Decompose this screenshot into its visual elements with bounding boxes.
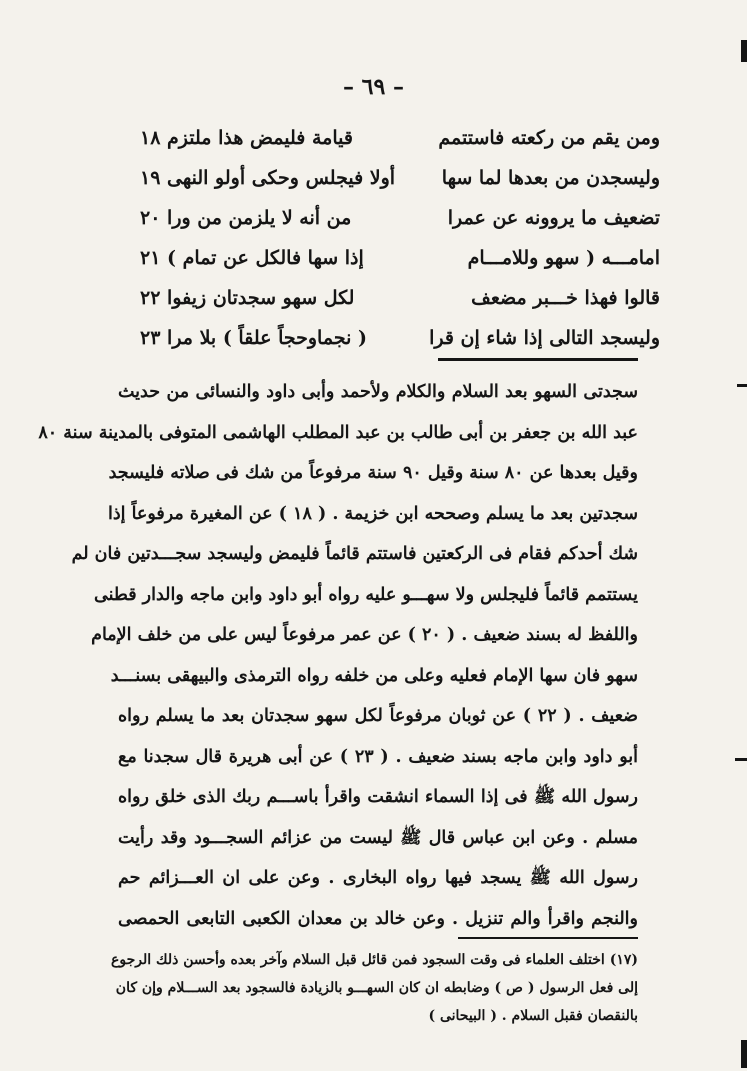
page-number: – ٦٩ – [343,74,404,100]
verse-commentary-divider [438,358,638,361]
commentary-line: أبو داود وابن ماجه بسند ضعيف . ( ٢٣ ) عن أبى هريرة قال سجدنا مع [118,746,638,767]
verse-first-hemistich: امامـــه ( سهو وللامـــام [467,247,660,269]
scan-margin-mark [735,758,747,761]
verse-second-hemistich: من أنه لا يلزمن من ورا ٢٠ [140,207,352,229]
verse-first-hemistich: ومن يقم من ركعته فاستتمم [438,127,660,149]
verse-second-hemistich: إذا سها فالكل عن تمام ) ٢١ [140,247,364,269]
commentary-line: رسول الله ﷺ فى إذا السماء انشقت واقرأ باســـم ربك الذى خلق رواه [118,787,638,807]
verse-second-hemistich: قيامة فليمض هذا ملتزم ١٨ [140,127,353,149]
footnote-line: بالنقصان فقبل السلام . ( البيحانى ) [428,1008,638,1024]
poem-verses [140,118,660,358]
commentary-line: واللفظ له بسند ضعيف . ( ٢٠ ) عن عمر مرفوعاً ليس على من خلف الإمام [91,625,638,645]
scan-edge-shadow [741,1040,747,1068]
commentary-line: رسول الله ﷺ يسجد فيها رواه البخارى . وعن على ان العـــزائم حم [118,868,638,888]
verse-second-hemistich: لكل سهو سجدتان زيفوا ٢٢ [140,287,355,309]
commentary-line: ضعيف . ( ٢٢ ) عن ثوبان مرفوعاً لكل سهو سجدتان بعد ما يسلم رواه [118,706,638,726]
commentary-line: والنجم واقرأ والم تنزيل . وعن خالد بن معدان الكعبى التابعى الحمصى [118,908,638,929]
commentary-line: وقيل بعدها عن ٨٠ سنة وقيل ٩٠ سنة مرفوعاً من شك فى صلاته فليسجد [108,463,638,483]
footnote-divider [458,937,638,939]
commentary-text [38,372,638,939]
footnote-line: (١٧) اختلف العلماء فى وقت السجود فمن قائل قبل السلام وآخر بعده وأحسن ذلك الرجوع [111,952,638,968]
verse-first-hemistich: قالوا فهذا خـــبر مضعف [471,287,660,309]
commentary-line: سجدتى السهو بعد السلام والكلام ولأحمد وأبى داود والنسائى من حديث [118,382,638,402]
scan-edge-shadow [741,40,747,62]
verse-second-hemistich: ( نجماوحجاً علقاً ) بلا مرا ٢٣ [140,327,367,349]
verse-first-hemistich: وليسجدن من بعدها لما سها [441,167,660,189]
footnote-line: إلى فعل الرسول ( ص ) وضابطه ان كان السهـــو بالزيادة فالسجود بعد الســـلام وإن كان [115,980,638,996]
commentary-line: عبد الله بن جعفر بن أبى طالب بن عبد المطلب الهاشمى المتوفى بالمدينة سنة ٨٠ [38,422,638,443]
scan-margin-mark [737,384,747,387]
verse-row [140,318,660,358]
verse-row [140,238,660,278]
footnote [111,946,638,1030]
verse-second-hemistich: أولا فيجلس وحكى أولو النهى ١٩ [140,167,396,189]
commentary-line: يستتمم قائماً فليجلس ولا سهـــو عليه رواه أبو داود وابن ماجه والدار قطنى [93,584,638,605]
commentary-line: شك أحدكم فقام فى الركعتين فاستتم قائماً فليمض وليسجد سجـــدتين فان لم [71,544,638,564]
verse-first-hemistich: وليسجد التالى إذا شاء إن قرا [429,327,660,349]
verse-first-hemistich: تضعيف ما يروونه عن عمرا [447,207,660,229]
verse-row [140,118,660,158]
verse-row [140,278,660,318]
verse-row [140,158,660,198]
verse-row [140,198,660,238]
commentary-line: مسلم . وعن ابن عباس قال ﷺ ليست من عزائم السجـــود وقد رأيت [118,827,638,848]
commentary-line: سهو فان سها الإمام فعليه وعلى من خلفه رواه الترمذى والبيهقى بسنـــد [110,665,638,686]
commentary-line: سجدتين بعد ما يسلم وصححه ابن خزيمة . ( ١٨ ) عن المغيرة مرفوعاً إذا [107,503,638,524]
